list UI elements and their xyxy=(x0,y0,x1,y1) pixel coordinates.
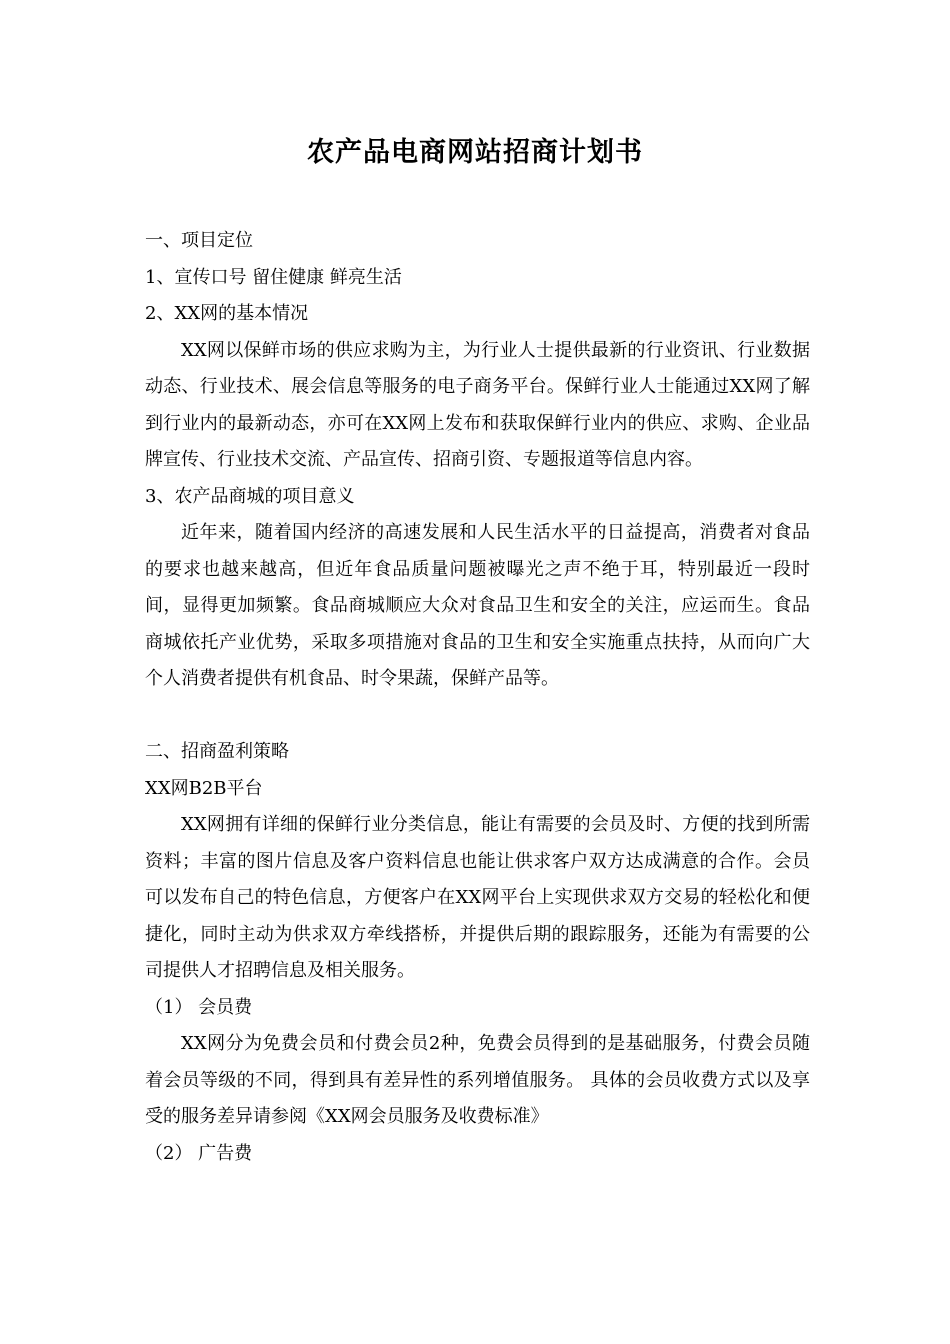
list-item-basic-info: 2、XX网的基本情况 xyxy=(145,303,309,324)
paragraph-b2b-platform: XX网拥有详细的保鲜行业分类信息，能让有需要的会员及时、方便的找到所需资料；丰富的图片信息及客户资料信息也能让供求客户双方达成满意的合作。会员可以发布自己的特色信息，方便客户在XX网平台上实现供求双方交易的轻松化和便捷化，同时主动为供求双方牵线搭桥，并提供后期的跟踪服务，还能为有需要的公司提供人才招聘信息及相关服务。 xyxy=(145,814,810,981)
section-heading-profit-strategy: 二、招商盈利策略 xyxy=(145,741,289,762)
blank-line xyxy=(145,698,810,735)
section-heading-project-positioning: 一、项目定位 xyxy=(145,230,253,251)
list-item-membership-fee: （1） 会员费 xyxy=(145,996,253,1018)
document-body xyxy=(145,223,810,1172)
paragraph-project-significance: 近年来，随着国内经济的高速发展和人民生活水平的日益提高，消费者对食品的要求也越来越高，但近年食品质量问题被曝光之声不绝于耳，特别最近一段时间，显得更加频繁。食品商城顺应大众对食品卫生和安全的关注，应运而生。食品商城依托产业优势，采取多项措施对食品的卫生和安全实施重点扶持，从而向广大个人消费者提供有机食品、时令果蔬，保鲜产品等。 xyxy=(145,522,810,689)
list-item-project-significance: 3、农产品商城的项目意义 xyxy=(145,485,355,507)
paragraph-basic-info: XX网以保鲜市场的供应求购为主，为行业人士提供最新的行业资讯、行业数据动态、行业技术、展会信息等服务的电子商务平台。保鲜行业人士能通过XX网了解到行业内的最新动态，亦可在XX网上发布和获取保鲜行业内的供应、求购、企业品牌宣传、行业技术交流、产品宣传、招商引资、专题报道等信息内容。 xyxy=(145,339,810,470)
document-title: 农产品电商网站招商计划书 xyxy=(307,137,643,168)
list-item-advertising-fee: （2） 广告费 xyxy=(145,1142,253,1164)
list-item-slogan: 1、宣传口号 留住健康 鲜亮生活 xyxy=(145,266,402,288)
paragraph-membership-fee: XX网分为免费会员和付费会员2种，免费会员得到的是基础服务，付费会员随着会员等级的不同，得到具有差异性的系列增值服务。 具体的会员收费方式以及享受的服务差异请参阅《XX网会员服务及收费标准》 xyxy=(145,1033,810,1127)
sub-heading-b2b-platform: XX网B2B平台 xyxy=(145,777,263,799)
